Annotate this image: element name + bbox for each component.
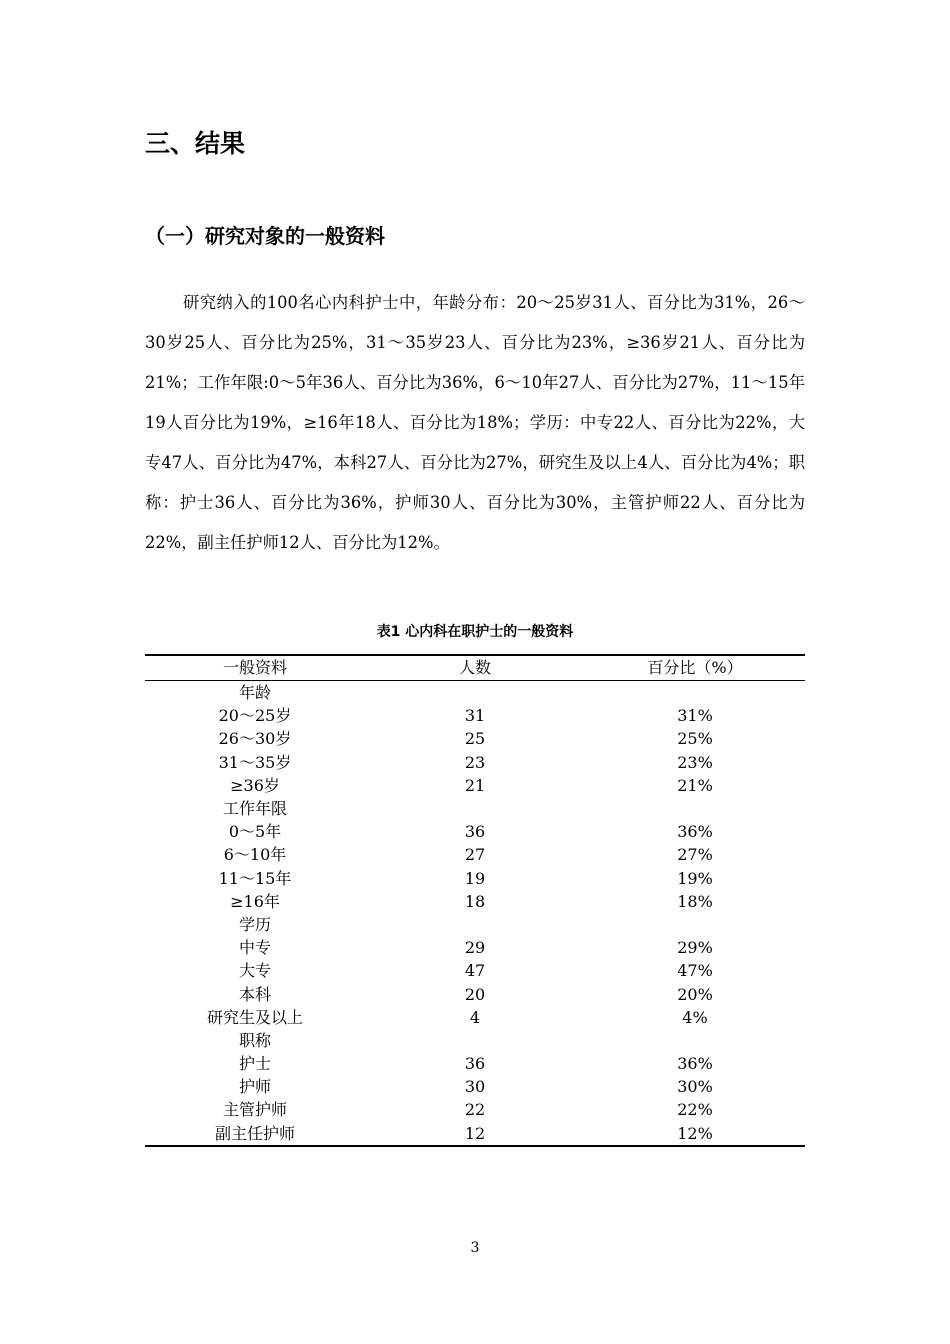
cell-percent: 20% bbox=[677, 984, 713, 1004]
cell-count bbox=[365, 797, 585, 820]
table-header-row bbox=[145, 655, 805, 681]
cell-percent: 31% bbox=[677, 706, 713, 726]
column-header-item: 一般资料 bbox=[145, 655, 365, 681]
cell-count: 22 bbox=[464, 1100, 486, 1120]
cell-percent bbox=[585, 681, 805, 705]
cell-count bbox=[365, 913, 585, 936]
table-row bbox=[145, 1052, 805, 1075]
cell-count: 25 bbox=[464, 729, 486, 749]
table-row bbox=[145, 913, 805, 936]
subsection-heading: （一）研究对象的一般资料 bbox=[145, 224, 385, 248]
cell-item: 6～10年 bbox=[223, 845, 287, 865]
general-info-table bbox=[145, 654, 805, 1147]
column-header-percent: 百分比（%） bbox=[585, 655, 805, 681]
cell-item: 职称 bbox=[238, 1030, 271, 1050]
cell-count bbox=[365, 1029, 585, 1052]
cell-item: 工作年限 bbox=[222, 799, 287, 819]
cell-count: 4 bbox=[469, 1007, 481, 1027]
table-row bbox=[145, 1029, 805, 1052]
cell-count: 19 bbox=[464, 868, 486, 888]
cell-percent: 21% bbox=[677, 775, 713, 795]
table-row bbox=[145, 890, 805, 913]
table-row bbox=[145, 1098, 805, 1121]
table-caption: 表1 心内科在职护士的一般资料 bbox=[376, 624, 574, 640]
cell-percent bbox=[585, 1029, 805, 1052]
column-header-count: 人数 bbox=[365, 655, 585, 681]
page-number: 3 bbox=[470, 1240, 480, 1256]
cell-item: ≥36岁 bbox=[230, 775, 280, 795]
cell-item: 学历 bbox=[238, 914, 271, 934]
table-row bbox=[145, 1006, 805, 1029]
table-row bbox=[145, 936, 805, 959]
cell-percent bbox=[585, 913, 805, 936]
table-row bbox=[145, 1122, 805, 1146]
table-body bbox=[145, 681, 805, 1146]
table-row bbox=[145, 681, 805, 705]
cell-percent: 22% bbox=[677, 1100, 713, 1120]
cell-item: 11～15年 bbox=[218, 868, 292, 888]
cell-count: 20 bbox=[464, 984, 486, 1004]
cell-percent bbox=[585, 797, 805, 820]
cell-item: 护士 bbox=[238, 1054, 271, 1074]
cell-item: 副主任护师 bbox=[145, 1122, 365, 1146]
cell-percent: 23% bbox=[677, 752, 713, 772]
cell-count: 36 bbox=[464, 1054, 486, 1074]
table-row bbox=[145, 1075, 805, 1098]
cell-count: 36 bbox=[464, 822, 486, 842]
cell-percent: 47% bbox=[677, 961, 713, 981]
cell-item: 31～35岁 bbox=[218, 752, 292, 772]
cell-item: 本科 bbox=[238, 984, 271, 1004]
table-row bbox=[145, 982, 805, 1005]
table-row bbox=[145, 751, 805, 774]
table-row bbox=[145, 704, 805, 727]
cell-percent: 30% bbox=[677, 1077, 713, 1097]
cell-count: 29 bbox=[464, 938, 486, 958]
table-row bbox=[145, 727, 805, 750]
cell-item: 护师 bbox=[238, 1077, 271, 1097]
cell-percent: 36% bbox=[677, 822, 713, 842]
cell-count: 23 bbox=[464, 752, 486, 772]
cell-count: 27 bbox=[464, 845, 486, 865]
cell-item: 大专 bbox=[238, 961, 271, 981]
cell-count: 31 bbox=[464, 706, 486, 726]
cell-item: 26～30岁 bbox=[218, 729, 292, 749]
cell-count: 47 bbox=[464, 961, 486, 981]
cell-count: 30 bbox=[464, 1077, 486, 1097]
table-row bbox=[145, 867, 805, 890]
cell-item: 中专 bbox=[238, 938, 271, 958]
body-paragraph: 研究纳入的100名心内科护士中，年龄分布：20～25岁31人、百分比为31%，26～30岁25人、百分比为25%，31～35岁23人、百分比为23%，≥36岁21人、百分比为21%；工作年限:0～5年36人、百分比为36%，6～10年27人、百分比为27%，11～15年19人百分比为19%，≥16年18人、百分比为18%；学历：中专22人、百分比为22%，大专47人、百分比为47%，本科27人、百分比为27%，研究生及以上4人、百分比为4%；职称：护士36人、百分比为36%，护师30人、百分比为30%，主管护师22人、百分比为22%，副主任护师12人、百分比为12%。 bbox=[145, 293, 805, 552]
cell-percent: 29% bbox=[677, 938, 713, 958]
cell-percent: 4% bbox=[682, 1007, 708, 1027]
table-row bbox=[145, 797, 805, 820]
cell-count: 12 bbox=[365, 1122, 585, 1146]
cell-percent: 36% bbox=[677, 1054, 713, 1074]
cell-count bbox=[365, 681, 585, 705]
table-row bbox=[145, 820, 805, 843]
cell-count: 21 bbox=[464, 775, 486, 795]
table-row bbox=[145, 959, 805, 982]
section-heading: 三、结果 bbox=[145, 129, 246, 158]
table-row bbox=[145, 843, 805, 866]
cell-percent: 12% bbox=[585, 1122, 805, 1146]
cell-count: 18 bbox=[464, 891, 486, 911]
cell-item: 主管护师 bbox=[222, 1100, 287, 1120]
cell-item: 年龄 bbox=[238, 683, 271, 703]
cell-percent: 18% bbox=[677, 891, 713, 911]
cell-percent: 27% bbox=[677, 845, 713, 865]
cell-item: 0～5年 bbox=[228, 822, 282, 842]
cell-item: ≥16年 bbox=[230, 891, 280, 911]
cell-item: 20～25岁 bbox=[218, 706, 292, 726]
cell-percent: 25% bbox=[677, 729, 713, 749]
cell-percent: 19% bbox=[677, 868, 713, 888]
table-row bbox=[145, 774, 805, 797]
cell-item: 研究生及以上 bbox=[206, 1007, 303, 1027]
